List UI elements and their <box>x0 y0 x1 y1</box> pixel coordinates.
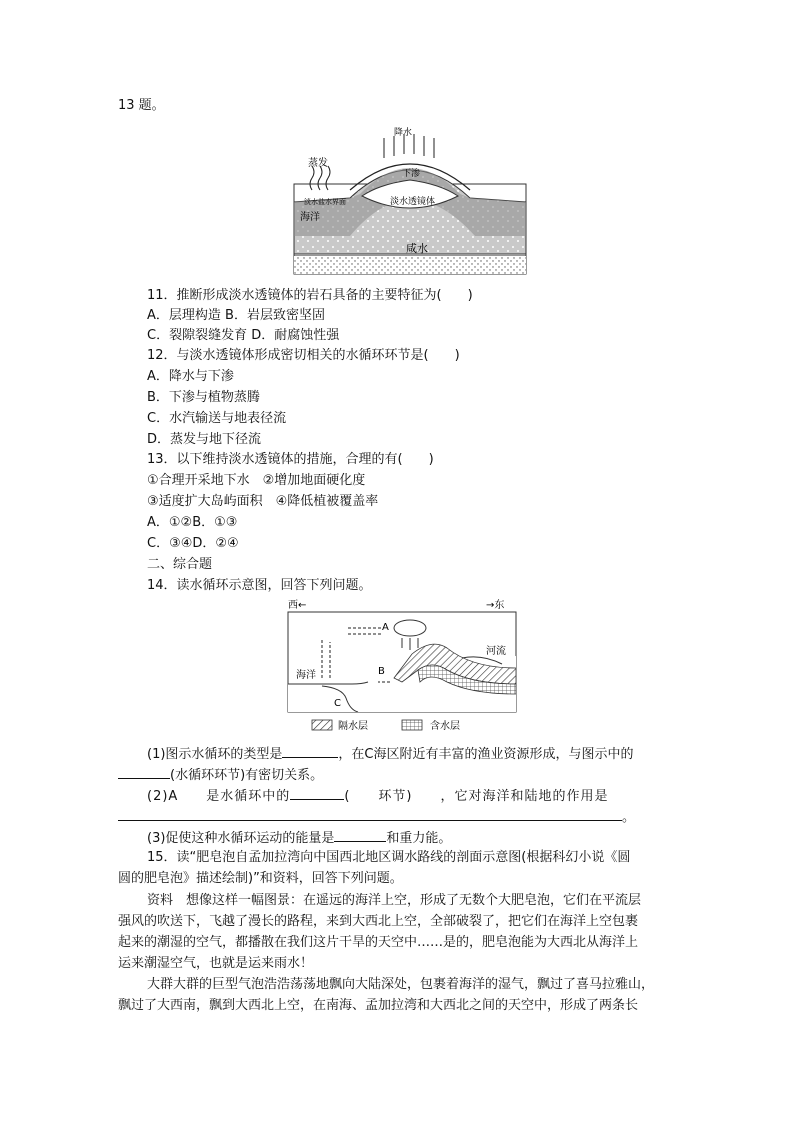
q14-blank-1[interactable] <box>282 745 338 758</box>
q14-blank-3[interactable] <box>290 787 344 800</box>
q14-stem: 14．读水循环示意图，回答下列问题。 <box>147 578 372 593</box>
q14-part1-line2: (水循环环节)有密切关系。 <box>118 766 323 784</box>
water-cycle-figure <box>282 598 522 742</box>
q13-items-2: ③适度扩大岛屿面积 ④降低植被覆盖率 <box>147 494 379 509</box>
label-a: A <box>382 622 389 633</box>
east-label: →东 <box>486 600 505 611</box>
q11-options-ab: A．层理构造 B．岩层致密坚固 <box>147 308 325 323</box>
q14-blank-4[interactable] <box>118 808 622 821</box>
legend-aquitard-label: 隔水层 <box>338 721 368 732</box>
q15-line2: 圆的肥皂泡》描述绘制)”和资料，回答下列问题。 <box>118 871 403 886</box>
q11-options-cd: C．裂隙裂缝发育 D．耐腐蚀性强 <box>147 328 340 343</box>
q12-option-d: D．蒸发与地下径流 <box>147 432 262 447</box>
lens-label: 淡水透镜体 <box>390 197 436 207</box>
q15-material-line1: 资料 想像这样一幅图景：在遥远的海洋上空，形成了无数个大肥皂泡，它们在平流层 <box>147 893 642 908</box>
q12-stem: 12．与淡水透镜体形成密切相关的水循环环节是( ) <box>147 348 460 363</box>
q13-stem: 13．以下维持淡水透镜体的措施，合理的有( ) <box>147 452 434 467</box>
q14-blank-2[interactable] <box>118 766 170 779</box>
river-label: 河流 <box>486 646 506 657</box>
label-b: B <box>378 666 385 677</box>
legend-aquitard-swatch <box>312 720 332 730</box>
q14-part1-line1: (1)图示水循环的类型是 ，在C海区附近有丰富的渔业资源形成，与图示中的 <box>147 747 634 762</box>
freshwater-lens-figure <box>290 124 530 280</box>
q14-part2-line1: (2)A 是水循环中的 ( 环节) ，它对海洋和陆地的作用是 <box>147 789 609 804</box>
ocean-label: 海洋 <box>300 212 320 223</box>
q15-material-line3: 起来的潮湿的空气，都播散在我们这片干旱的天空中……是的，肥皂泡能为大西北从海洋上 <box>118 935 639 950</box>
infiltration-label: 下渗 <box>402 169 421 179</box>
q12-option-c: C．水汽输送与地表径流 <box>147 411 287 426</box>
q12-option-a: A．降水与下渗 <box>147 369 234 384</box>
q15-material-line4: 运来潮湿空气，也就是运来雨水！ <box>118 956 314 971</box>
q13-options-cd: C．③④D．②④ <box>147 536 239 551</box>
ocean-label-fig2: 海洋 <box>296 670 316 681</box>
q15-material-line2: 强风的吹送下，飞越了漫长的路程，来到大西北上空，全部破裂了，把它们在海洋上空包裹 <box>118 914 639 929</box>
q14-blank-5[interactable] <box>334 829 386 842</box>
q14-part2-line2: 。 <box>118 808 635 826</box>
header-line: 13 题。 <box>118 98 165 113</box>
interface-label: 淡水盐水界面 <box>304 198 346 206</box>
west-label: 西← <box>288 600 307 611</box>
q13-items-1: ①合理开采地下水 ②增加地面硬化度 <box>147 473 366 488</box>
saltwater-label: 咸水 <box>406 242 428 255</box>
q11-stem: 11．推断形成淡水透镜体的岩石具备的主要特征为( ) <box>147 288 473 303</box>
legend-aquifer-swatch <box>402 720 422 730</box>
q15-line1: 15．读“肥皂泡自孟加拉湾向中国西北地区调水路线的剖面示意图(根据科幻小说《圆 <box>147 850 631 865</box>
q15-material-line5: 大群大群的巨型气泡浩浩荡荡地飘向大陆深处，包裹着海洋的湿气，飘过了喜马拉雅山， <box>147 977 655 992</box>
section-heading: 二、综合题 <box>147 557 213 572</box>
evaporation-label: 蒸发 <box>308 158 328 169</box>
legend-aquifer-label: 含水层 <box>430 721 460 732</box>
q13-options-ab: A．①②B．①③ <box>147 515 238 530</box>
q15-material-line6: 飘过了大西南，飘到大西北上空，在南海、孟加拉湾和大西北之间的天空中，形成了两条长 <box>118 998 639 1013</box>
q12-option-b: B．下渗与植物蒸腾 <box>147 390 260 405</box>
label-c: C <box>334 698 341 709</box>
rain-label: 降水 <box>394 128 413 138</box>
q14-part3: (3)促使这种水循环运动的能量是 和重力能。 <box>147 831 452 846</box>
